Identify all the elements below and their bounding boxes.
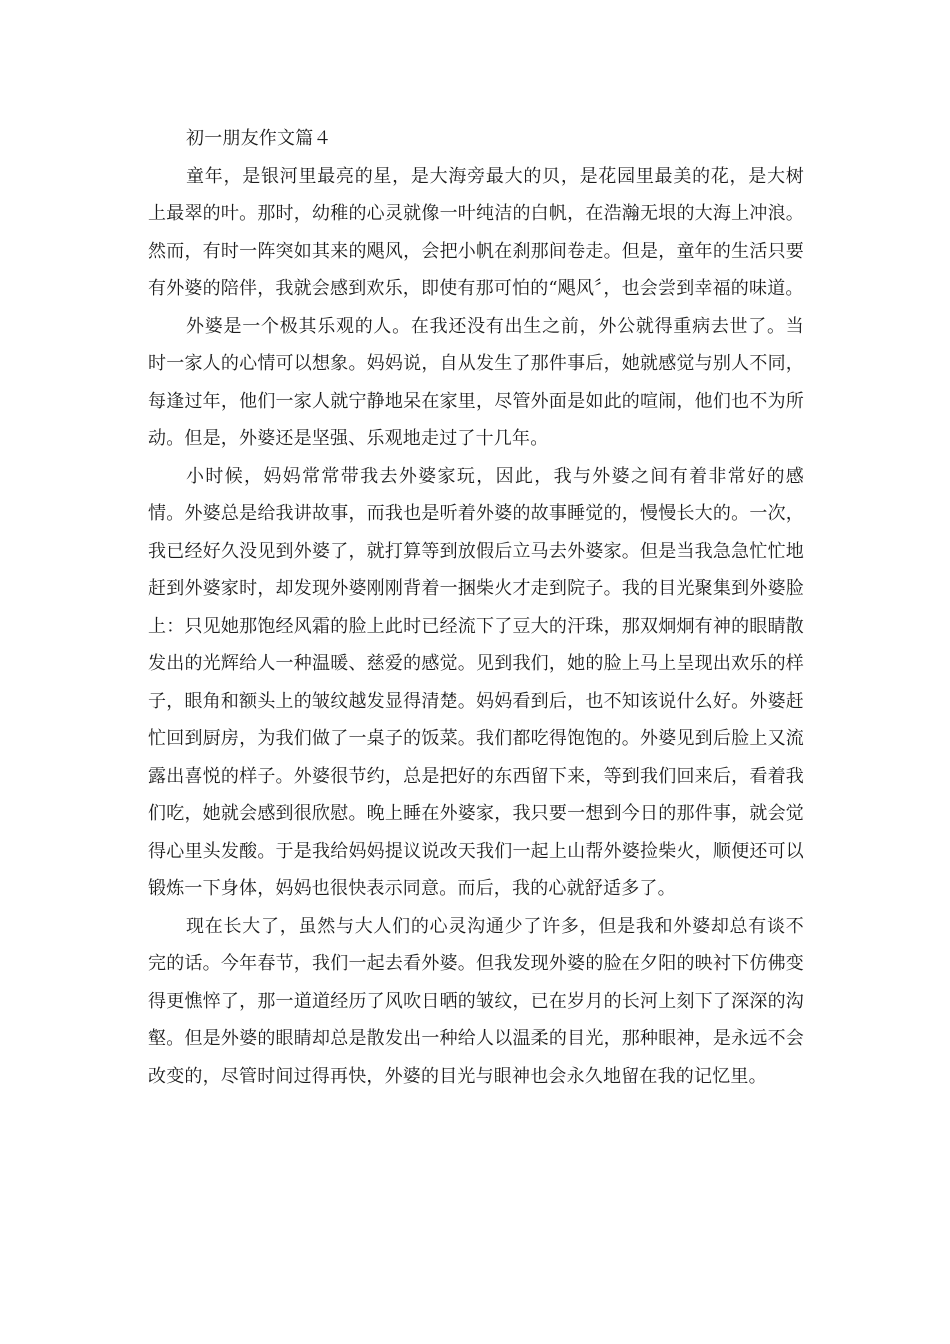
paragraph-3: 小时候，妈妈常常带我去外婆家玩，因此，我与外婆之间有着非常好的感情。外婆总是给我讲故事，而我也是听着外婆的故事睡觉的，慢慢长大的。一次，我已经好久没见到外婆了，就打算等到放假后立马去外婆家。但是当我急急忙忙地赶到外婆家时，却发现外婆刚刚背着一捆柴火才走到院子。我的目光聚集到外婆脸上：只见她那饱经风霜的脸上此时已经流下了豆大的汗珠，那双炯炯有神的眼睛散发出的光辉给人一种温暖、慈爱的感觉。见到我们，她的脸上马上呈现出欢乐的样子，眼角和额头上的皱纹越发显得清楚。妈妈看到后，也不知该说什么好。外婆赶忙回到厨房，为我们做了一桌子的饭菜。我们都吃得饱饱的。外婆见到后脸上又流露出喜悦的样子。外婆很节约，总是把好的东西留下来，等到我们回来后，看着我们吃，她就会感到很欣慰。晚上睡在外婆家，我只要一想到今日的那件事，就会觉得心里头发酸。于是我给妈妈提议说改天我们一起上山帮外婆捡柴火，顺便还可以锻炼一下身体，妈妈也很快表示同意。而后，我的心就舒适多了。 [148,465,804,899]
essay-body [148,120,804,1095]
essay-title: 初一朋友作文篇４ [186,128,332,149]
paragraph-2: 外婆是一个极其乐观的人。在我还没有出生之前，外公就得重病去世了。当时一家人的心情可以想象。妈妈说，自从发生了那件事后，她就感觉与别人不同，每逢过年，他们一家人就宁静地呆在家里，尽管外面是如此的喧闹，他们也不为所动。但是，外婆还是坚强、乐观地走过了十几年。 [148,315,804,449]
paragraph-4: 现在长大了，虽然与大人们的心灵沟通少了许多，但是我和外婆却总有谈不完的话。今年春节，我们一起去看外婆。但我发现外婆的脸在夕阳的映衬下仿佛变得更憔悴了，那一道道经历了风吹日晒的皱纹，已在岁月的长河上刻下了深深的沟壑。但是外婆的眼睛却总是散发出一种给人以温柔的目光，那种眼神，是永远不会改变的，尽管时间过得再快，外婆的目光与眼神也会永久地留在我的记忆里。 [148,915,804,1087]
paragraph-1: 童年，是银河里最亮的星，是大海旁最大的贝，是花园里最美的花，是大树上最翠的叶。那时，幼稚的心灵就像一叶纯洁的白帆，在浩瀚无垠的大海上冲浪。然而，有时一阵突如其来的飓风，会把小帆在刹那间卷走。但是，童年的生活只要有外婆的陪伴，我就会感到欢乐，即使有那可怕的“飓风〞，也会尝到幸福的味道。 [148,165,804,299]
